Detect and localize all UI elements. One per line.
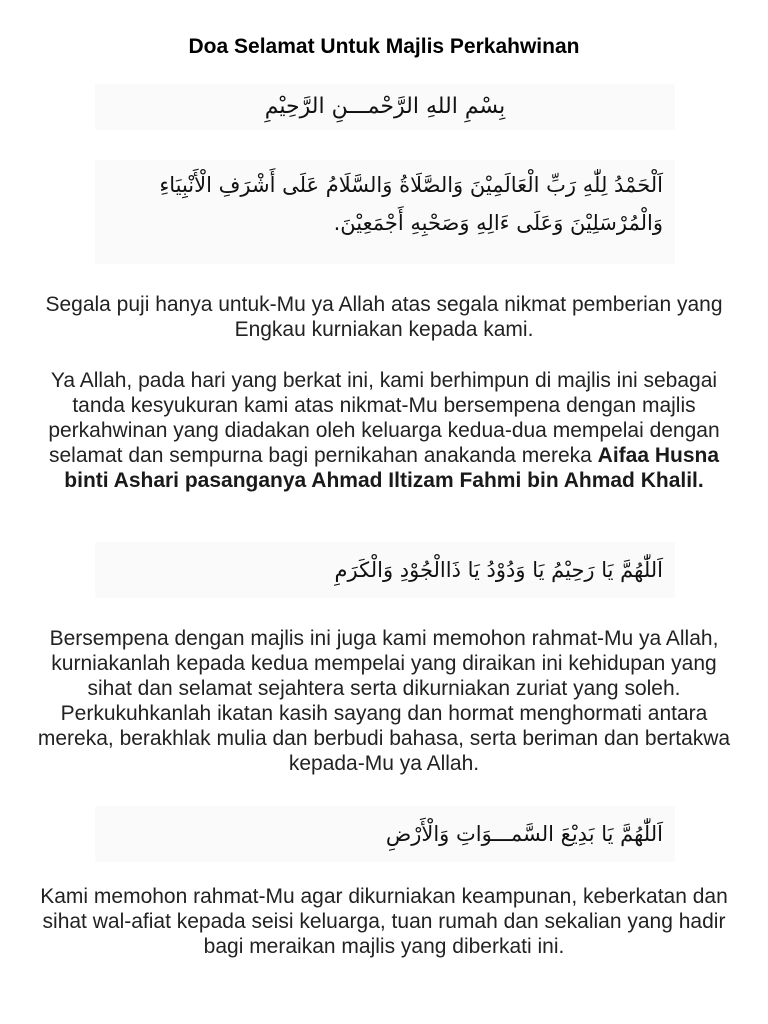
paragraph-gathering-text: Ya Allah, pada hari yang berkat ini, kami berhimpun di majlis ini sebagai tanda kesyukuran kami atas nikmat-Mu bersempena dengan majlis perkahwinan yang diadakan oleh keluarga kedua-dua mempelai dengan selamat dan sempurna bagi pernikahan anakanda mereka [48, 369, 720, 467]
couple-names: Aifaa Husna binti Ashari pasanganya Ahmad Iltizam Fahmi bin Ahmad Khalil. [64, 444, 720, 492]
paragraph-gathering [36, 368, 732, 493]
arabic-allahumma-2-block [95, 806, 675, 862]
arabic-hamd-block [95, 160, 675, 264]
arabic-allahumma-1: اَللّٰهُمَّ يَا رَحِيْمُ يَا وَدُوْدُ يَا ذَاالْجُوْدِ وَالْكَرَمِ [334, 558, 663, 582]
paragraph-closing: Kami memohon rahmat-Mu agar dikurniakan keampunan, keberkatan dan sihat wal-afiat kepada seisi keluarga, tuan rumah dan sekalian yang hadir bagi meraikan majlis yang diberkati ini. [40, 885, 728, 958]
arabic-hamd-line-2: وَالْمُرْسَلِيْنَ وَعَلَى ءَالِهِ وَصَحْبِهِ أَجْمَعِيْنَ. [333, 211, 663, 235]
arabic-basmala: بِسْمِ اللهِ الرَّحْمـــنِ الرَّحِيْمِ [264, 94, 506, 119]
paragraph-praise: Segala puji hanya untuk-Mu ya Allah atas segala nikmat pemberian yang Engkau kurniakan kepada kami. [45, 293, 723, 341]
arabic-hamd-line-1: اَلْحَمْدُ لِلّٰهِ رَبِّ الْعَالَمِيْنَ وَالصَّلَاةُ وَالسَّلَامُ عَلَى أَشْرَفِ الْأَنْبِيَاءِ [159, 173, 663, 197]
paragraph-blessing: Bersempena dengan majlis ini juga kami memohon rahmat-Mu ya Allah, kurniakanlah kepada kedua mempelai yang diraikan ini kehidupan yang sihat dan selamat sejahtera serta dikurniakan zuriat yang soleh. Perkukuhkanlah ikatan kasih sayang dan hormat menghormati antara mereka, berakhlak mulia dan berbudi bahasa, serta beriman dan bertakwa kepada-Mu ya Allah. [37, 627, 731, 775]
document-title: Doa Selamat Untuk Majlis Perkahwinan [188, 35, 580, 58]
arabic-allahumma-2: اَللّٰهُمَّ يَا بَدِيْعَ السَّمـــوَاتِ وَالْأَرْضِ [385, 822, 663, 846]
arabic-allahumma-1-block [95, 542, 675, 598]
arabic-basmala-block [95, 84, 675, 130]
